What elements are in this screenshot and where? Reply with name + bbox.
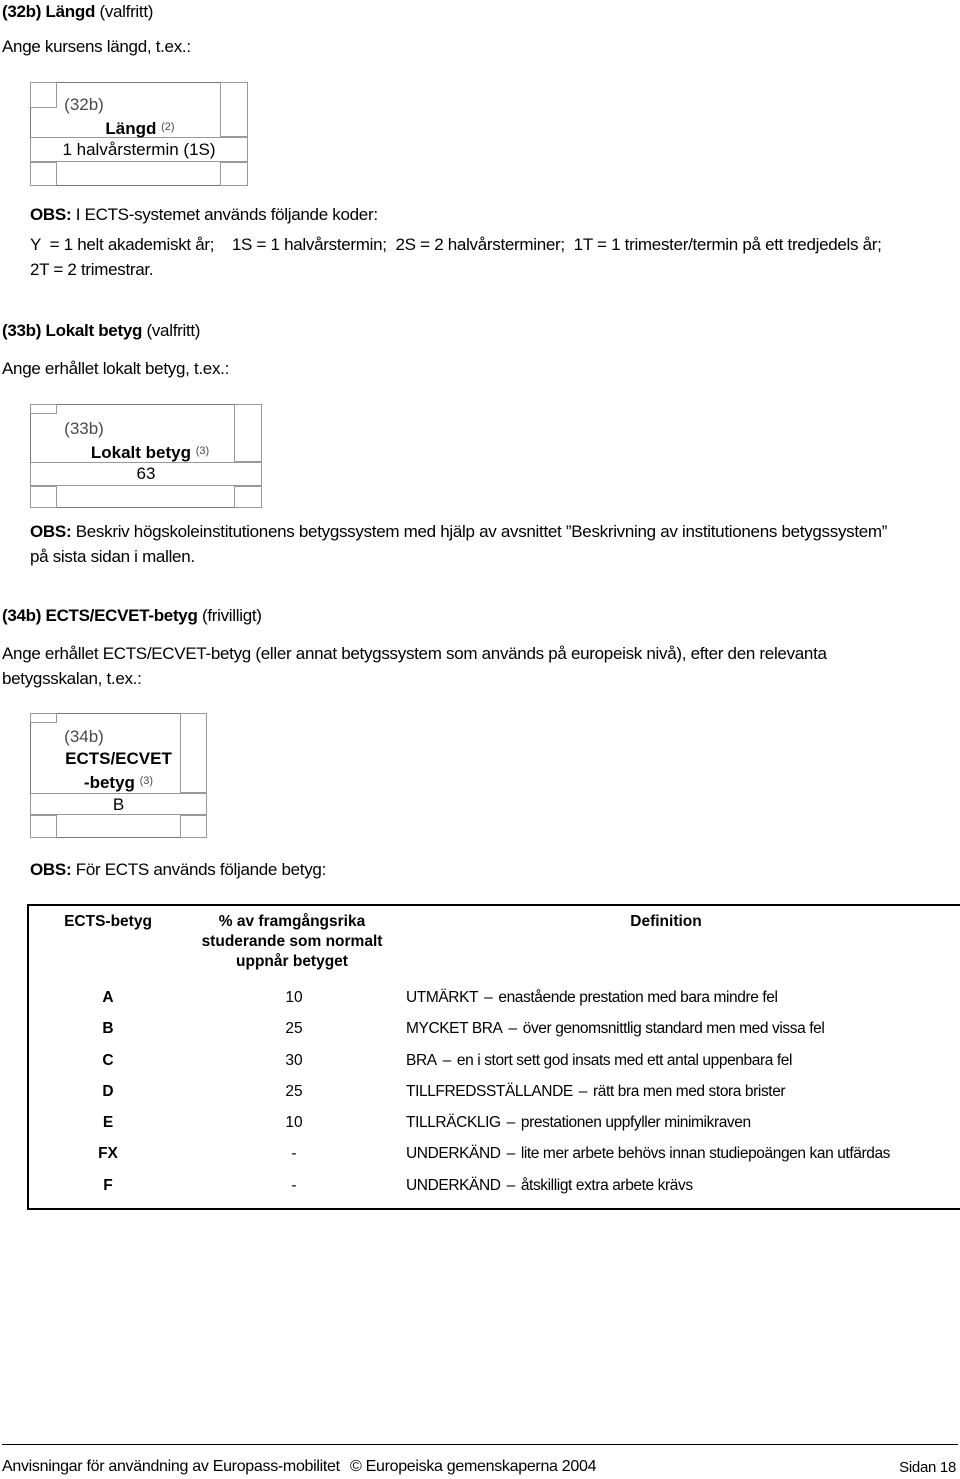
section-33b-obs-line-1: [30, 522, 887, 542]
grade-cell: F: [103, 1177, 113, 1194]
definition-description: enastående prestation med bara mindre fel: [498, 989, 778, 1006]
local-box-top-left: [30, 404, 57, 414]
length-box-value: 1 halvårstermin (1S): [62, 140, 216, 159]
local-box-title: [80, 440, 220, 464]
definition-term: UNDERKÄND: [406, 1145, 501, 1162]
section-32b-intro: Ange kursens längd, t.ex.:: [2, 37, 191, 56]
section-34b-obs: [30, 860, 326, 880]
obs-text: I ECTS-systemet används följande koder:: [71, 205, 378, 224]
ects-box-bottom-right: [180, 815, 207, 838]
section-34b-intro-line-1: Ange erhållet ECTS/ECVET-betyg (eller annat betygssystem som används på europeisk nivå), efter den relevanta: [2, 644, 827, 663]
definition-cell: [406, 1077, 785, 1107]
section-33b-intro: Ange erhållet lokalt betyg, t.ex.:: [2, 359, 229, 378]
definition-dash: –: [484, 989, 493, 1006]
grade-cell: B: [102, 1020, 114, 1037]
ects-codes-line-1: Y = 1 helt akademiskt år; 1S = 1 halvårstermin; 2S = 2 halvårsterminer; 1T = 1 trimester/termin på ett tredjedels år;: [30, 235, 882, 254]
ects-box-value: B: [112, 795, 125, 814]
percent-cell: -: [291, 1177, 297, 1194]
local-box-title-text: Lokalt betyg: [90, 443, 191, 462]
grade-cell: D: [102, 1083, 114, 1100]
length-box-bottom-right: [220, 162, 248, 186]
obs-text: För ECTS används följande betyg:: [71, 860, 327, 879]
length-box-bottom-left: [30, 162, 57, 186]
section-33b-heading: [2, 321, 200, 341]
page-footer: [0, 1444, 960, 1479]
ects-box-code: (34b): [64, 727, 104, 746]
definition-term: UNDERKÄND: [406, 1177, 501, 1194]
section-34b-heading-rest: (frivilligt): [197, 606, 262, 625]
header-definition: Definition: [630, 913, 702, 930]
header-percent-line-1: % av framgångsrika: [218, 913, 366, 930]
local-box-value: 63: [136, 464, 156, 483]
length-box-title-text: Längd: [105, 119, 157, 138]
local-box-top-right: [234, 404, 262, 462]
definition-cell: [406, 1171, 693, 1201]
table-row: [29, 1171, 960, 1201]
ects-box-title-line-2: [57, 770, 180, 794]
local-box-bottom-left: [30, 486, 57, 508]
length-box-top-right: [220, 82, 248, 137]
ects-grading-table: [27, 904, 960, 1210]
local-box-bottom-right: [234, 486, 262, 508]
footer-org: Europeiska gemenskaperna 2004: [365, 1458, 597, 1475]
length-box-code: (32b): [64, 95, 104, 114]
table-row: [29, 1077, 960, 1107]
table-row: [29, 1108, 960, 1138]
definition-dash: –: [578, 1083, 588, 1100]
copyright-symbol: ©: [349, 1458, 362, 1475]
table-row: [29, 1139, 960, 1169]
length-box-footnote: (2): [161, 121, 175, 133]
ects-box-top-right: [180, 713, 207, 793]
grade-cell: C: [102, 1052, 114, 1069]
length-box-top-left: [30, 82, 57, 108]
ects-box-footnote: (3): [139, 775, 154, 787]
section-34b-heading-bold: (34b) ECTS/ECVET-betyg: [2, 606, 198, 625]
definition-cell: [406, 1046, 792, 1076]
definition-description: över genomsnittlig standard men med vissa fel: [522, 1020, 825, 1037]
definition-term: TILLRÄCKLIG: [406, 1114, 501, 1131]
percent-cell: 10: [285, 1114, 303, 1131]
header-ects-betyg: ECTS-betyg: [64, 913, 152, 930]
section-33b-obs-line-2: på sista sidan i mallen.: [30, 547, 195, 566]
section-32b-heading: [2, 2, 153, 22]
definition-cell: [406, 983, 778, 1013]
table-row: [29, 1014, 960, 1044]
definition-description: åtskilligt extra arbete krävs: [520, 1177, 693, 1194]
section-34b-intro-line-2: betygsskalan, t.ex.:: [2, 669, 142, 688]
ects-box-title-line-2-text: -betyg: [83, 773, 135, 792]
footer-rule: [2, 1444, 958, 1445]
definition-dash: –: [442, 1052, 451, 1069]
grade-cell: A: [102, 989, 114, 1006]
section-33b-heading-rest: (valfritt): [142, 321, 201, 340]
ects-box-title-line-1: ECTS/ECVET: [65, 749, 172, 768]
header-percent-line-3: uppnår betyget: [236, 953, 348, 970]
page-number: Sidan 18: [899, 1459, 956, 1476]
ects-codes-line-2: 2T = 2 trimestrar.: [30, 260, 154, 279]
local-box-code: (33b): [64, 419, 104, 438]
percent-cell: -: [291, 1145, 297, 1162]
definition-description: en i stort sett god insats med ett antal uppenbara fel: [456, 1052, 793, 1069]
definition-cell: [406, 1014, 824, 1044]
section-34b-heading: [2, 606, 262, 626]
definition-cell: [406, 1139, 890, 1169]
table-row: [29, 983, 960, 1013]
table-row: [29, 1046, 960, 1076]
grade-cell: FX: [98, 1145, 118, 1162]
definition-cell: [406, 1108, 751, 1138]
percent-cell: 10: [285, 989, 303, 1006]
ects-box-top-left: [30, 713, 57, 723]
definition-description: lite mer arbete behövs innan studiepoängen kan utfärdas: [520, 1145, 891, 1162]
definition-description: rätt bra men med stora brister: [593, 1083, 786, 1100]
obs-label: OBS:: [30, 860, 72, 879]
percent-cell: 25: [285, 1083, 303, 1100]
section-33b-heading-bold: (33b) Lokalt betyg: [2, 321, 143, 340]
ects-box-bottom-left: [30, 815, 57, 838]
footer-title: Anvisningar för användning av Europass-mobilitet: [2, 1458, 340, 1475]
definition-term: TILLFREDSSTÄLLANDE: [406, 1083, 573, 1100]
section-32b-heading-bold: (32b) Längd: [2, 2, 96, 21]
grade-cell: E: [102, 1114, 114, 1131]
section-32b-obs: [30, 205, 378, 225]
obs-label: OBS:: [30, 522, 72, 541]
definition-dash: –: [506, 1114, 515, 1131]
percent-cell: 25: [285, 1020, 303, 1037]
local-box-footnote: (3): [195, 445, 210, 457]
definition-dash: –: [506, 1177, 515, 1194]
length-box-title: [100, 116, 180, 140]
section-32b-heading-rest: (valfritt): [95, 2, 154, 21]
obs-text: Beskriv högskoleinstitutionens betygssystem med hjälp av avsnittet ”Beskrivning av institutionens betygssystem”: [71, 522, 888, 541]
definition-description: prestationen uppfyller minimikraven: [520, 1114, 751, 1131]
obs-label: OBS:: [30, 205, 72, 224]
footer-left-text: [2, 1458, 596, 1476]
definition-dash: –: [506, 1145, 515, 1162]
definition-term: BRA: [406, 1052, 437, 1069]
percent-cell: 30: [285, 1052, 303, 1069]
definition-term: MYCKET BRA: [406, 1020, 503, 1037]
definition-dash: –: [508, 1020, 517, 1037]
header-percent-line-2: studerande som normalt: [201, 933, 383, 950]
definition-term: UTMÄRKT: [406, 989, 479, 1006]
